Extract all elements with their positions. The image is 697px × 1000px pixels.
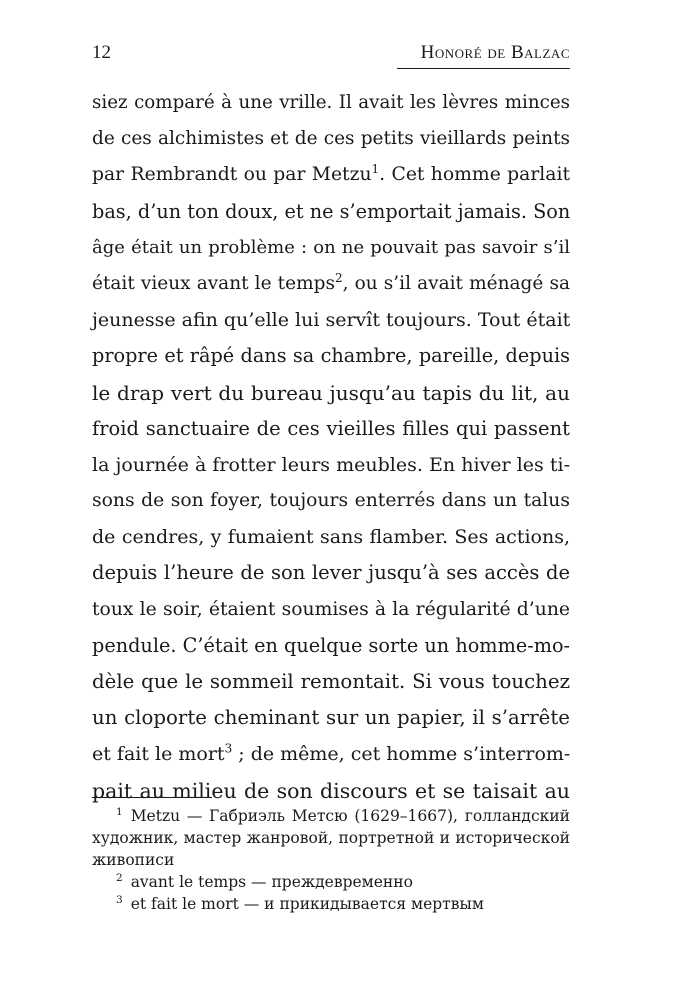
text-line (92, 736, 570, 772)
footnote-text: et fait le mort — и прикидывается мертвым (130, 895, 484, 913)
running-title: Honoré de Balzac (420, 42, 570, 63)
text-line: bas, d’un ton doux, et ne s’emportait jamais. Son (92, 199, 571, 223)
footnote-ref[interactable]: 2 (334, 270, 343, 285)
footnote (92, 805, 570, 871)
text-line: propre et râpé dans sa chambre, pareille, depuis (92, 344, 570, 368)
text-line: siez comparé à une vrille. Il avait les lèvres minces (92, 92, 570, 113)
footnote-number: 2 (116, 871, 123, 884)
text-line: pendule. C’était en quelque sorte un homme-mo- (92, 633, 571, 657)
footnote (92, 871, 570, 893)
footnote (92, 893, 570, 915)
text-segment: et fait le mort (92, 743, 225, 766)
text-line: sons de son foyer, toujours enterrés dans un talus (92, 490, 570, 512)
footnote-text: avant le temps — преждевременно (130, 873, 413, 891)
footnote-number: 1 (116, 805, 123, 818)
text-line: jeunesse afin qu’elle lui servît toujours. Tout était (92, 309, 571, 332)
text-line: froid sanctuaire de ces vieilles filles qui passent (92, 416, 570, 440)
footnote-ref[interactable]: 3 (224, 742, 233, 757)
text-segment: . Cet homme parlait (379, 164, 570, 186)
footnote-line (92, 805, 570, 827)
text-line: un cloporte cheminant sur un papier, il s’arrête (92, 706, 570, 730)
footnote-number: 3 (116, 893, 123, 906)
text-line: dèle que le sommeil remontait. Si vous touchez (92, 670, 570, 693)
footnotes (92, 805, 570, 915)
footnote-ref[interactable]: 1 (371, 162, 380, 177)
footnote-line: живописи (92, 851, 175, 869)
footnote-text: Metzu — Габриэль Метсю (1629–1667), голландский (130, 807, 570, 825)
header-rule (397, 68, 570, 69)
text-line: depuis l’heure de son lever jusqu’à ses accès de (92, 561, 570, 585)
text-segment: , ou s’il avait ménagé sa (342, 272, 571, 294)
text-segment: ; de même, cet homme s’interrom- (232, 743, 571, 766)
footnote-line (92, 893, 570, 915)
text-line (92, 266, 570, 302)
footnote-line: художник, мастер жанровой, портретной и исторической (92, 829, 570, 847)
text-line: de ces alchimistes et de ces petits vieillards peints (92, 128, 570, 150)
text-line: de cendres, y fumaient sans flamber. Ses actions, (92, 526, 570, 549)
text-line: le drap vert du bureau jusqu’au tapis du lit, au (92, 380, 570, 405)
text-line: toux le soir, étaient soumises à la régularité d’une (92, 598, 570, 620)
text-segment: par Rembrandt ou par Metzu (92, 164, 372, 186)
text-line (92, 157, 570, 193)
body-text (92, 85, 570, 809)
page-number: 12 (92, 42, 111, 63)
text-line: la journée à frotter leurs meubles. En hiver les ti- (92, 453, 570, 476)
text-line: pait au milieu de son discours et se taisait au (92, 778, 570, 803)
running-header (92, 40, 570, 70)
text-segment: était vieux avant le temps (92, 272, 335, 294)
text-line: âge était un problème : on ne pouvait pas savoir s’il (92, 236, 570, 258)
footnote-line (92, 871, 570, 893)
footnote-rule (92, 797, 212, 798)
